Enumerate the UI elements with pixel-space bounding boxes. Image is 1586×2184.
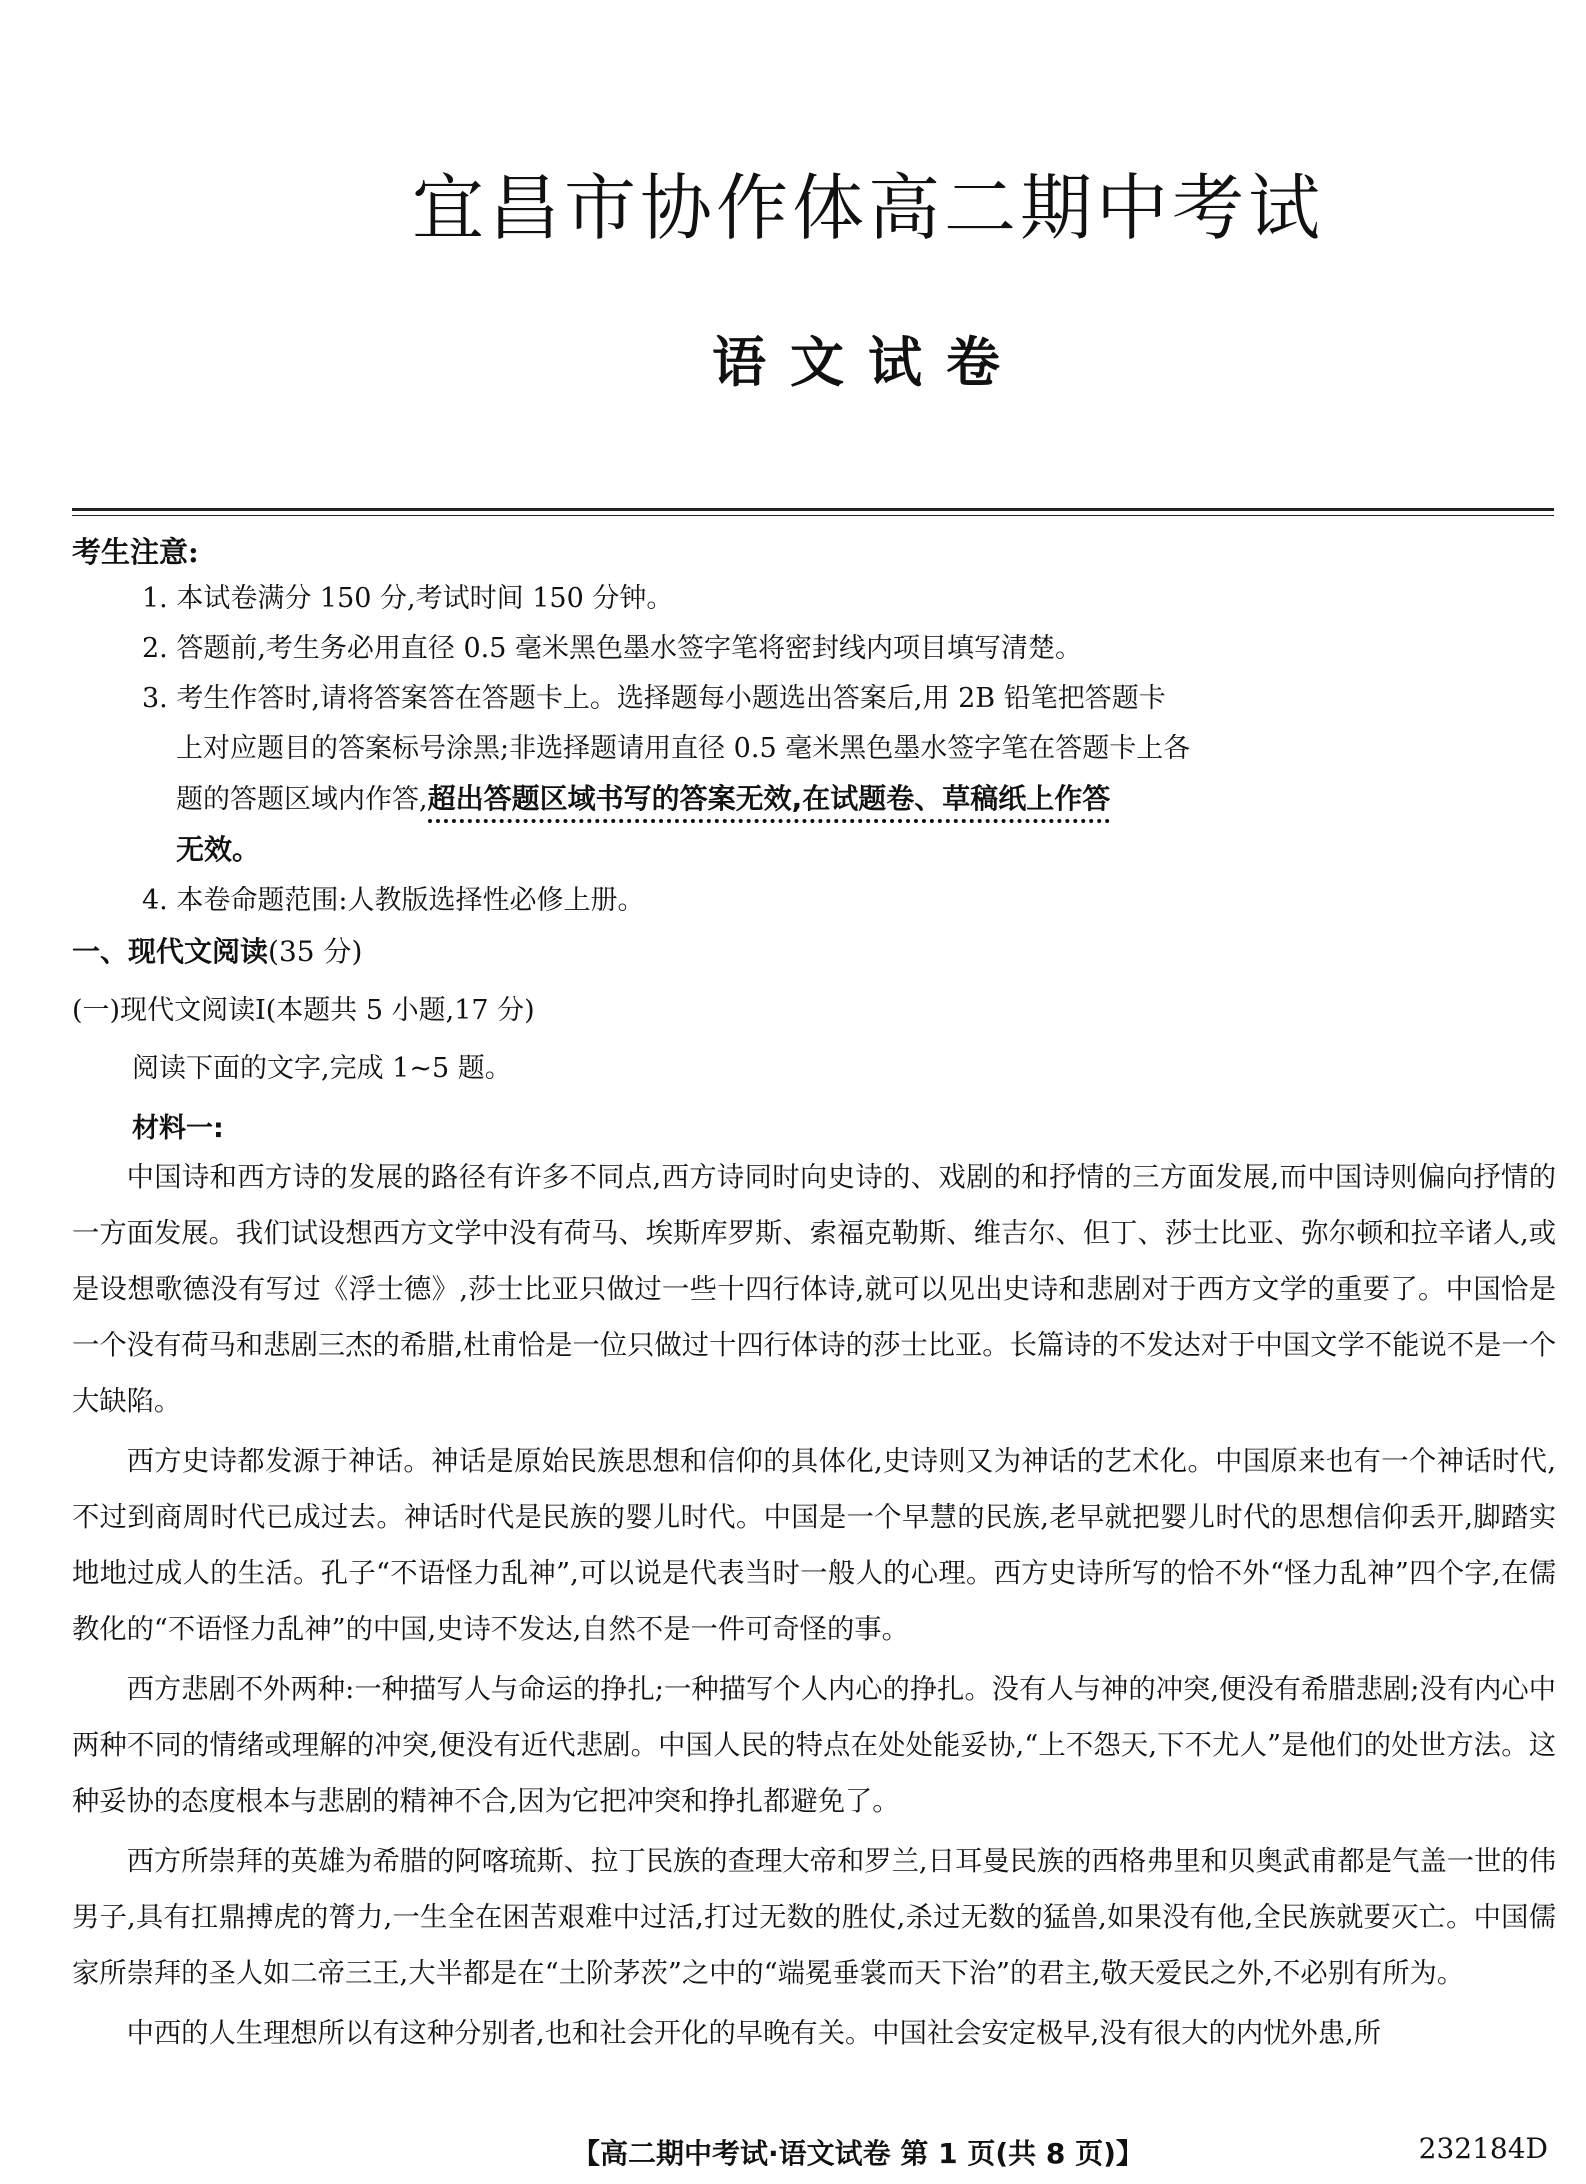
page-subtitle <box>0 320 1586 397</box>
section-score: (35 分) <box>268 935 363 968</box>
notice-emphasis-end: 无效。 <box>176 833 261 866</box>
page-title-text: 宜昌市协作体高二期中考试 <box>411 166 1324 250</box>
page-subtitle-text: 语文试卷 <box>712 330 1024 394</box>
section-heading-2: (一)现代文阅读Ⅰ(本题共 5 小题,17 分) <box>72 995 535 1026</box>
page-footer: 【高二期中考试·语文试卷 第 1 页(共 8 页)】 <box>572 2137 1144 2170</box>
divider-thick <box>72 508 1554 511</box>
notice-item-4: 4. 本卷命题范围:人教版选择性必修上册。 <box>142 885 645 916</box>
exam-code: 232184D <box>1418 2132 1548 2165</box>
passage-paragraph: 中国诗和西方诗的发展的路径有许多不同点,西方诗同时向史诗的、戏剧的和抒情的三方面发展,而中国诗则偏向抒情的一方面发展。我们试设想西方文学中没有荷马、埃斯库罗斯、索福克勒斯、维吉尔、但丁、莎士比亚、弥尔顿和拉辛诸人,或是设想歌德没有写过《浮士德》,莎士比亚只做过一些十四行体诗,就可以见出史诗和悲剧对于西方文学的重要了。中国恰是一个没有荷马和悲剧三杰的希腊,杜甫恰是一位只做过十四行体诗的莎士比亚。长篇诗的不发达对于中国文学不能说不是一个大缺陷。 <box>72 1162 1556 1417</box>
notice-item-3-cont-1: 上对应题目的答案标号涂黑;非选择题请用直径 0.5 毫米黑色墨水签字笔在答题卡上各 <box>176 733 1191 764</box>
passage-paragraph: 西方悲剧不外两种:一种描写人与命运的挣扎;一种描写个人内心的挣扎。没有人与神的冲突,便没有希腊悲剧;没有内心中两种不同的情绪或理解的冲突,便没有近代悲剧。中国人民的特点在处处能妥协,“上不怨天,下不尤人”是他们的处世方法。这种妥协的态度根本与悲剧的精神不合,因为它把冲突和挣扎都避免了。 <box>72 1674 1556 1817</box>
notice-item-3-cont-3 <box>142 825 1322 876</box>
notice-item-1: 1. 本试卷满分 150 分,考试时间 150 分钟。 <box>142 583 674 614</box>
passage-body <box>72 1150 1556 2066</box>
notice-list <box>142 574 1322 926</box>
notice-heading: 考生注意: <box>72 535 199 569</box>
divider-thin <box>72 515 1554 516</box>
passage-paragraph: 西方史诗都发源于神话。神话是原始民族思想和信仰的具体化,史诗则又为神话的艺术化。中国原来也有一个神话时代,不过到商周时代已成过去。神话时代是民族的婴儿时代。中国是一个早慧的民族,老早就把婴儿时代的思想信仰丢开,脚踏实地地过成人的生活。孔子“不语怪力乱神”,可以说是代表当时一般人的心理。西方史诗所写的恰不外“怪力乱神”四个字,在儒教化的“不语怪力乱神”的中国,史诗不发达,自然不是一件可奇怪的事。 <box>72 1446 1556 1645</box>
passage-paragraph: 中西的人生理想所以有这种分别者,也和社会开化的早晚有关。中国社会安定极早,没有很大的内忧外患,所 <box>126 2018 1381 2049</box>
passage-paragraph: 西方所崇拜的英雄为希腊的阿喀琉斯、拉丁民族的查理大帝和罗兰,日耳曼民族的西格弗里和贝奥武甫都是气盖一世的伟男子,具有扛鼎搏虎的膂力,一生全在困苦艰难中过活,打过无数的胜仗,杀过无数的猛兽,如果没有他,全民族就要灭亡。中国儒家所崇拜的圣人如二帝三王,大半都是在“土阶茅茨”之中的“端冕垂裳而天下治”的君主,敬天爱民之外,不必别有所为。 <box>72 1846 1556 1989</box>
notice-item-3: 3. 考生作答时,请将答案答在答题卡上。选择题每小题选出答案后,用 2B 铅笔把答题卡 <box>142 683 1166 714</box>
reading-instruction: 阅读下面的文字,完成 1~5 题。 <box>132 1053 512 1084</box>
notice-item-2: 2. 答题前,考生务必用直径 0.5 毫米黑色墨水签字笔将密封线内项目填写清楚。 <box>142 633 1083 664</box>
notice-emphasis-text: 超出答题区域书写的答案无效,在试题卷、草稿纸上作答 <box>428 782 1111 823</box>
section-heading-1 <box>72 930 362 970</box>
notice-item-3-cont-2 <box>142 774 1322 825</box>
page-title <box>0 150 1586 254</box>
section-title: 一、现代文阅读 <box>72 935 269 968</box>
notice-plain-text: 题的答题区域内作答, <box>176 784 428 815</box>
material-label: 材料一: <box>132 1113 224 1144</box>
